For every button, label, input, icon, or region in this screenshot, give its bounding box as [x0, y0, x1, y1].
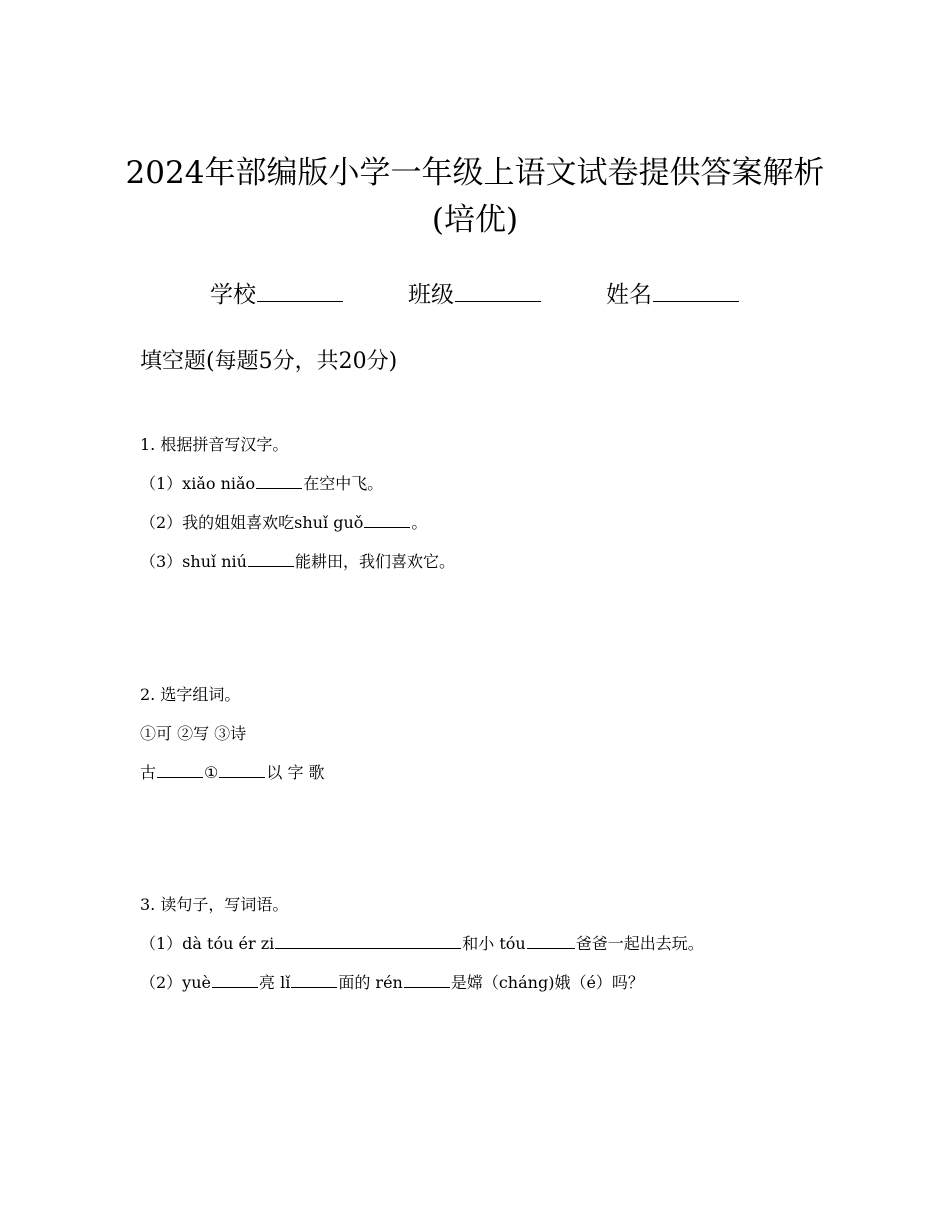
answer-blank[interactable] — [527, 947, 575, 949]
line-text: 古 — [140, 763, 157, 782]
line-text: ① — [204, 763, 219, 782]
question-2 — [140, 675, 325, 792]
student-info-row — [0, 276, 950, 309]
line-text: 。 — [411, 513, 428, 532]
question-line — [140, 503, 455, 542]
answer-blank[interactable] — [364, 526, 410, 528]
line-text: （2）我的姐姐喜欢吃shuǐ guǒ — [140, 513, 364, 532]
answer-blank[interactable] — [219, 776, 265, 778]
answer-blank[interactable] — [157, 776, 203, 778]
class-blank[interactable] — [455, 300, 541, 302]
page-title: 2024年部编版小学一年级上语文试卷提供答案解析(培优) — [125, 155, 825, 238]
name-label: 姓名 — [606, 282, 652, 308]
class-field — [408, 276, 542, 309]
question-title: 3. 读句子，写词语。 — [140, 895, 289, 914]
line-text: 在空中飞。 — [303, 474, 384, 493]
line-text: 能耕田，我们喜欢它。 — [294, 552, 455, 571]
line-text: （2）yuè — [140, 973, 211, 992]
name-blank[interactable] — [653, 300, 739, 302]
question-title: 2. 选字组词。 — [140, 685, 241, 704]
question-line — [140, 753, 325, 792]
line-text: （1）xiǎo niǎo — [140, 474, 256, 493]
line-text: （1）dà tóu ér zi — [140, 934, 275, 953]
name-field — [606, 276, 740, 309]
question-line — [140, 924, 704, 963]
line-text: 面的 rén — [338, 973, 403, 992]
line-text: 亮 lǐ — [259, 973, 291, 992]
line-text: 和小 tóu — [462, 934, 526, 953]
line-text: 是嫦（cháng)娥（é）吗？ — [450, 973, 644, 992]
answer-blank[interactable] — [291, 986, 337, 988]
answer-blank[interactable] — [212, 986, 258, 988]
school-blank[interactable] — [257, 300, 343, 302]
line-text: （3）shuǐ niú — [140, 552, 247, 571]
question-line — [140, 963, 704, 1002]
question-line — [140, 542, 455, 581]
class-label: 班级 — [408, 282, 454, 308]
answer-blank[interactable] — [248, 565, 294, 567]
question-title: 1. 根据拼音写汉字。 — [140, 435, 289, 454]
question-1 — [140, 425, 455, 581]
character-options: ①可 ②写 ③诗 — [140, 724, 247, 743]
line-text: 爸爸一起出去玩。 — [575, 934, 704, 953]
answer-blank[interactable] — [256, 487, 302, 489]
answer-blank[interactable] — [275, 947, 461, 949]
question-3 — [140, 885, 704, 1002]
answer-blank[interactable] — [404, 986, 450, 988]
school-label: 学校 — [210, 282, 256, 308]
question-line — [140, 464, 455, 503]
school-field — [210, 276, 344, 309]
line-text: 以 字 歌 — [266, 763, 325, 782]
section-heading: 填空题(每题5分，共20分) — [140, 349, 398, 374]
